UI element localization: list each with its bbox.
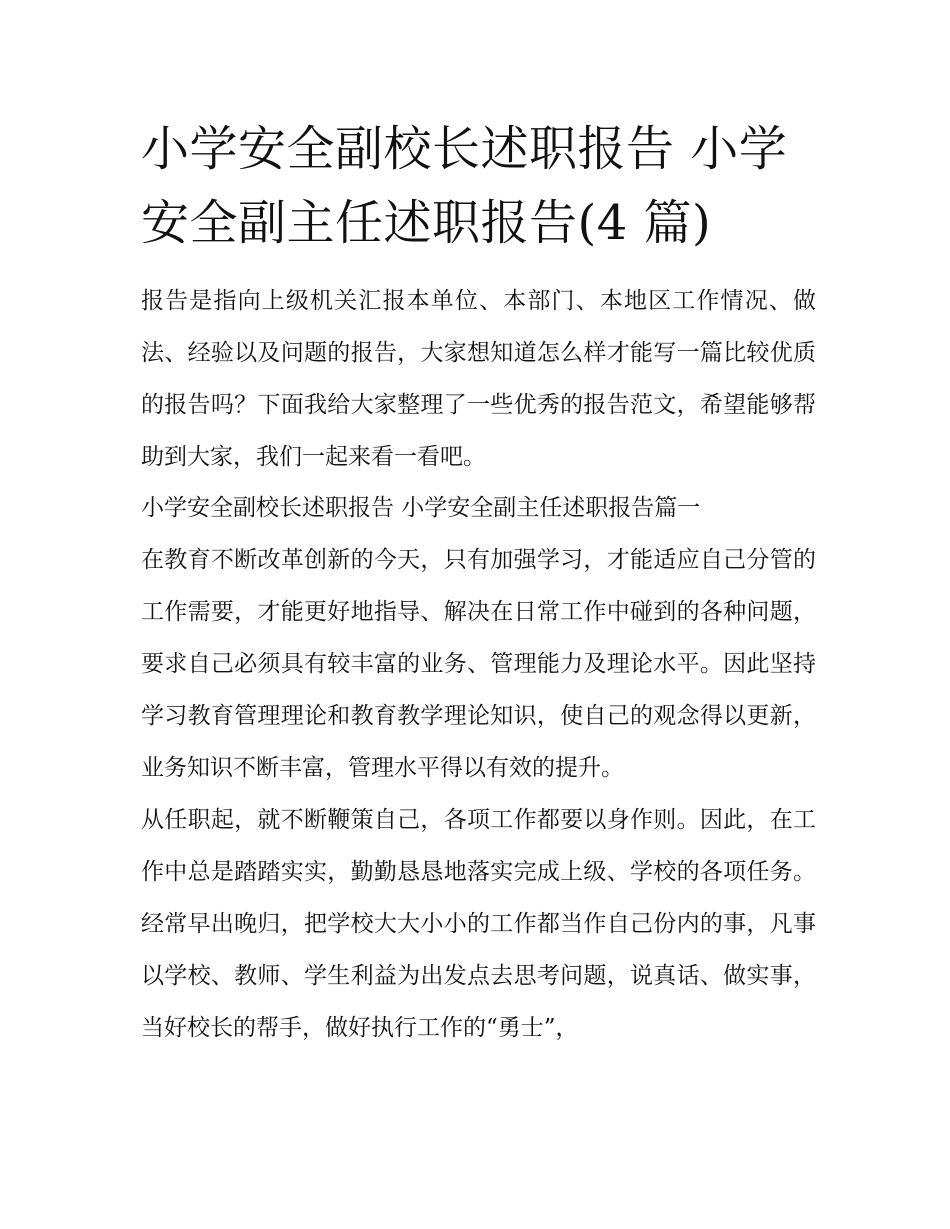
title-line-1: 小学安全副校长述职报告 小学 xyxy=(141,121,788,177)
document-body xyxy=(141,275,816,1054)
title-line-2: 安全副主任述职报告(4 篇) xyxy=(141,195,712,251)
intro-paragraph: 报告是指向上级机关汇报本单位、本部门、本地区工作情况、做法、经验以及问题的报告，大家想知道怎么样才能写一篇比较优质的报告吗？下面我给大家整理了一些优秀的报告范文，希望能够帮助到大家，我们一起来看一看吧。 xyxy=(141,288,816,470)
document-title xyxy=(141,112,816,260)
document-content xyxy=(141,112,816,1054)
body-paragraph-2: 从任职起，就不断鞭策自己，各项工作都要以身作则。因此，在工作中总是踏踏实实，勤勤恳恳地落实完成上级、学校的各项任务。经常早出晚归，把学校大大小小的工作都当作自己份内的事，凡事以学校、教师、学生利益为出发点去思考问题，说真话、做实事，当好校长的帮手，做好执行工作的“勇士”， xyxy=(141,807,816,1041)
section-heading: 小学安全副校长述职报告 小学安全副主任述职报告篇一 xyxy=(141,495,701,521)
body-paragraph-1: 在教育不断改革创新的今天，只有加强学习，才能适应自己分管的工作需要，才能更好地指导、解决在日常工作中碰到的各种问题，要求自己必须具有较丰富的业务、管理能力及理论水平。因此坚持学习教育管理理论和教育教学理论知识，使自己的观念得以更新，业务知识不断丰富，管理水平得以有效的提升。 xyxy=(141,547,816,781)
